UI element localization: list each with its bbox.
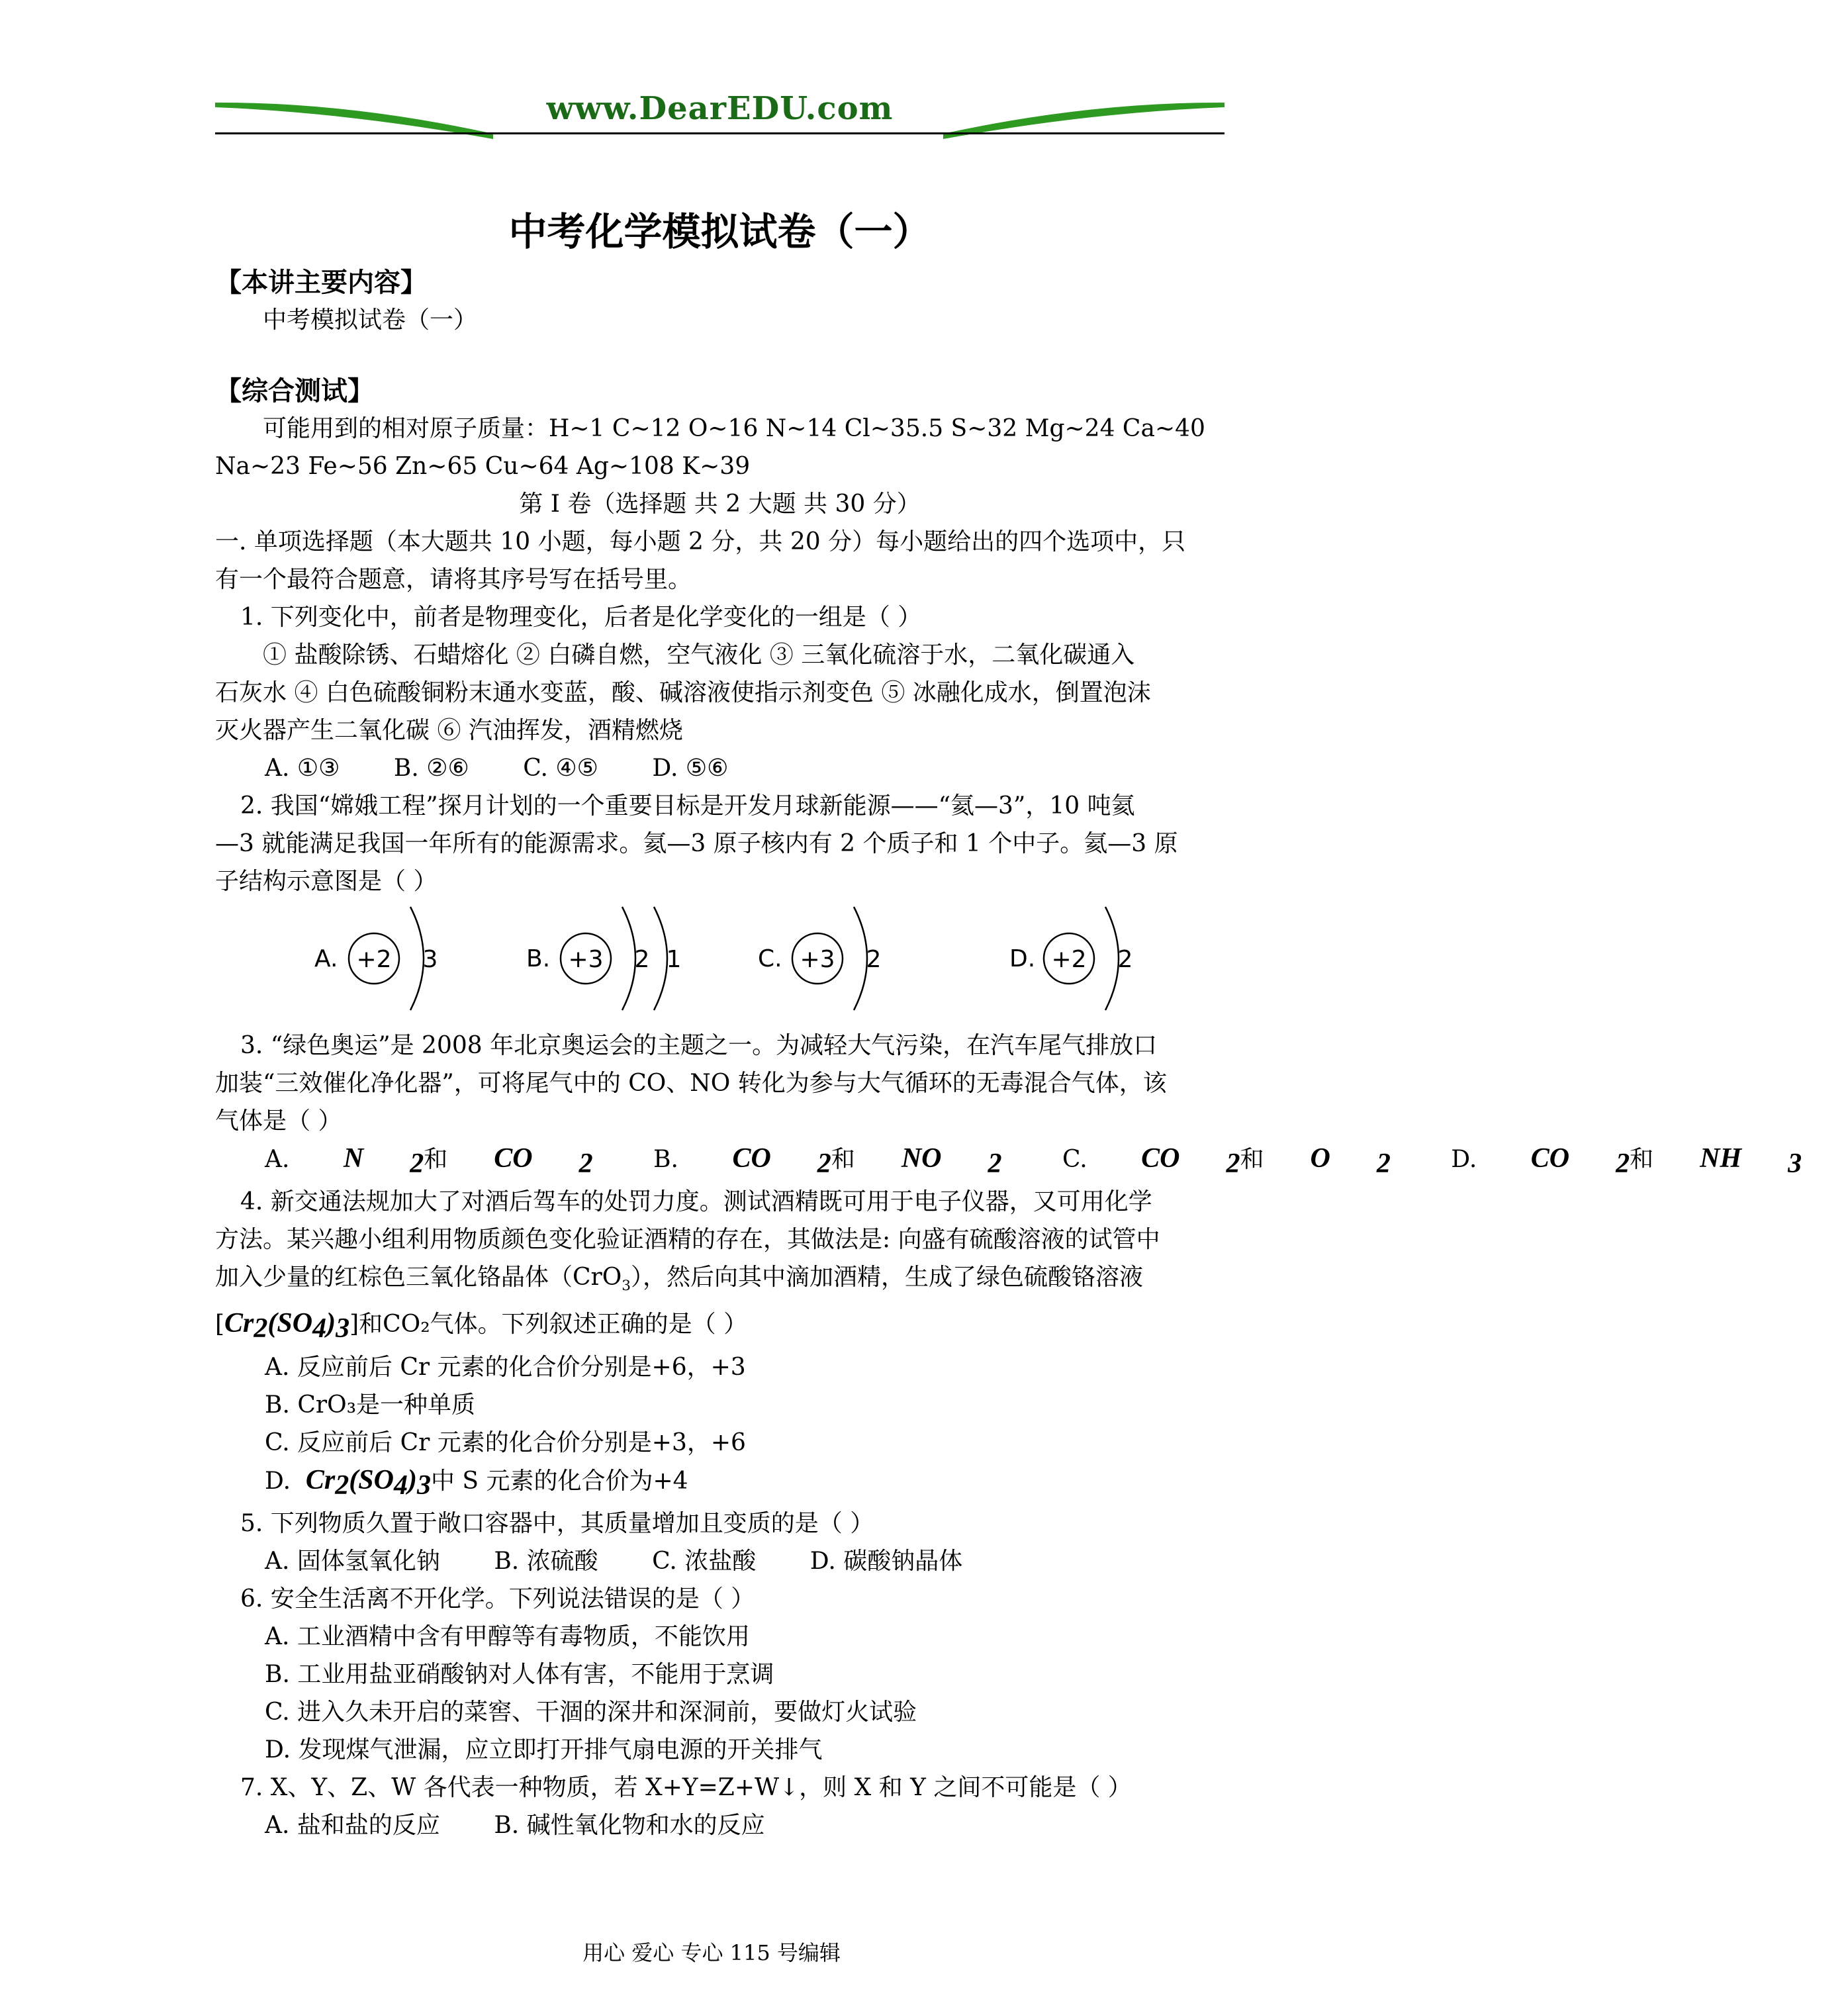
q2-atom-diagrams <box>215 906 1224 1021</box>
atomic-masses-line1: 可能用到的相对原子质量：H~1 C~12 O~16 N~14 Cl~35.5 S~32 Mg~24 Ca~40 <box>263 415 1205 442</box>
q7-option-a: A. 盐和盐的反应 <box>265 1811 440 1839</box>
electron-shell-arc <box>410 907 424 1010</box>
document-body <box>215 205 1802 1844</box>
q1-items-line3: 灭火器产生二氧化碳 ⑥ 汽油挥发，酒精燃烧 <box>215 717 683 744</box>
q4-option-b: B. CrO₃是一种单质 <box>265 1391 476 1419</box>
q3-option-a: A. N $_2$和 CO $_2$ <box>265 1143 593 1180</box>
q3-line2: 加装“三效催化净化器”，可将尾气中的 CO、NO 转化为参与大气循环的无毒混合气体，该 <box>215 1070 1167 1097</box>
site-url: www.DearEDU.com <box>546 90 894 127</box>
q1-option-c: C. ④⑤ <box>523 755 598 782</box>
nucleus-charge: +3 <box>800 946 835 973</box>
q1-option-b: B. ②⑥ <box>393 755 469 782</box>
atom-diagram-c <box>758 907 881 1010</box>
nucleus-charge: +2 <box>356 946 392 973</box>
nucleus-charge: +2 <box>1051 946 1087 973</box>
q5-option-c: C. 浓盐酸 <box>652 1547 757 1575</box>
diagram-letter: D. <box>1009 945 1036 972</box>
shell-electron-count: 2 <box>1117 946 1133 973</box>
intro-content: 中考模拟试卷（一） <box>263 306 478 334</box>
q3-option-b: B. CO $_2$和 NO $_2$ <box>653 1143 1002 1180</box>
shell-electron-count: 1 <box>666 946 682 973</box>
q4-line3: 加入少量的红棕色三氧化铬晶体（CrO$_3$），然后向其中滴加酒精，生成了绿色硫酸铬溶液 <box>215 1264 1144 1295</box>
q1-option-d: D. ⑤⑥ <box>652 755 729 782</box>
q1-options <box>215 749 1224 787</box>
q3-line3: 气体是（ ） <box>215 1107 342 1135</box>
page-footer: 用心 爱心 专心 115 号编辑 <box>582 1940 841 1965</box>
q5-option-b: B. 浓硫酸 <box>494 1547 598 1575</box>
q2-line3: 子结构示意图是（ ） <box>215 868 438 895</box>
shell-electron-count: 2 <box>634 946 650 973</box>
q5-stem: 5. 下列物质久置于敞口容器中，其质量增加且变质的是（ ） <box>240 1509 874 1537</box>
q4-line2: 方法。某兴趣小组利用物质颜色变化验证酒精的存在，其做法是: 向盛有硫酸溶液的试管中 <box>215 1226 1160 1254</box>
q7-stem: 7. X、Y、Z、W 各代表一种物质，若 X+Y=Z+W↓，则 X 和 Y 之间不可能是（ ） <box>240 1773 1132 1801</box>
q6-option-a: A. 工业酒精中含有甲醇等有毒物质，不能饮用 <box>265 1622 750 1650</box>
q1-option-a: A. ①③ <box>265 755 340 782</box>
electron-shell-arc <box>854 907 867 1010</box>
page-header <box>215 90 1224 146</box>
q4-option-c: C. 反应前后 Cr 元素的化合价分别是+3，+6 <box>265 1428 746 1456</box>
atom-diagram-d <box>1009 907 1132 1010</box>
header-rule <box>215 132 1224 134</box>
electron-shell-arc <box>1105 907 1119 1010</box>
test-heading: 【综合测试】 <box>215 375 374 406</box>
diagram-letter: B. <box>526 945 551 972</box>
shell-electron-count: 3 <box>422 946 438 973</box>
q1-items-line2: 石灰水 ④ 白色硫酸铜粉末通水变蓝，酸、碱溶液使指示剂变色 ⑤ 冰融化成水，倒置泡沫 <box>215 679 1151 706</box>
section1-instruction-line1: 一. 单项选择题（本大题共 10 小题，每小题 2 分，共 20 分）每小题给出的四个选项中，只 <box>215 528 1186 555</box>
intro-heading: 【本讲主要内容】 <box>215 267 427 298</box>
atom-diagrams-svg <box>215 906 1224 1021</box>
q6-option-d: D. 发现煤气泄漏，应立即打开排气扇电源的开关排气 <box>265 1736 823 1763</box>
atom-diagram-a <box>314 907 438 1010</box>
q7-option-b: B. 碱性氧化物和水的反应 <box>494 1811 765 1839</box>
diagram-letter: C. <box>758 945 782 972</box>
q4-line1: 4. 新交通法规加大了对酒后驾车的处罚力度。测试酒精既可用于电子仪器，又可用化学 <box>240 1188 1152 1216</box>
q2-line1: 2. 我国“嫦娥工程”探月计划的一个重要目标是开发月球新能源——“氦—3”，10 吨氦 <box>240 792 1135 819</box>
electron-shell-arc <box>654 907 667 1010</box>
electron-shell-arc <box>622 907 635 1010</box>
q5-option-d: D. 碳酸钠晶体 <box>809 1547 963 1575</box>
part-title: 第 I 卷（选择题 共 2 大题 共 30 分） <box>519 491 921 518</box>
q6-stem: 6. 安全生活离不开化学。下列说法错误的是（ ） <box>240 1585 755 1613</box>
nucleus-charge: +3 <box>568 946 604 973</box>
shell-electron-count: 2 <box>866 946 882 973</box>
q4-option-a: A. 反应前后 Cr 元素的化合价分别是+6，+3 <box>265 1353 746 1381</box>
q1-items-line1: ① 盐酸除锈、石蜡熔化 ② 白磷自燃，空气液化 ③ 三氧化硫溶于水，二氧化碳通入 <box>263 641 1135 669</box>
q3-option-c: C. CO $_2$和 O $_2$ <box>1062 1143 1391 1180</box>
q2-line2: —3 就能满足我国一年所有的能源需求。氦—3 原子核内有 2 个质子和 1 个中子。氦—3 原 <box>215 830 1178 857</box>
q3-option-d: D. CO $_2$和 NH $_3$ <box>1451 1143 1802 1180</box>
atomic-masses-line2: Na~23 Fe~56 Zn~65 Cu~64 Ag~108 K~39 <box>215 453 751 480</box>
section1-instruction-line2: 有一个最符合题意，请将其序号写在括号里。 <box>215 566 692 593</box>
q7-options <box>215 1806 1224 1844</box>
q6-option-b: B. 工业用盐亚硝酸钠对人体有害，不能用于烹调 <box>265 1660 774 1688</box>
q6-option-c: C. 进入久未开启的菜窖、干涸的深井和深洞前，要做灯火试验 <box>265 1698 917 1726</box>
q3-line1: 3. “绿色奥运”是 2008 年北京奥运会的主题之一。为减轻大气污染，在汽车尾气排放口 <box>240 1032 1158 1059</box>
diagram-letter: A. <box>314 945 338 972</box>
q5-options <box>215 1542 1224 1580</box>
q4-line4: $[Cr_2(SO_4)_3]$和CO₂气体。下列叙述正确的是（ ） <box>215 1308 748 1344</box>
q3-options <box>215 1140 1802 1183</box>
q5-option-a: A. 固体氢氧化钠 <box>265 1547 440 1575</box>
page-title: 中考化学模拟试卷（一） <box>508 209 931 254</box>
q4-option-d: D. $Cr_2(SO_4)_3$中 S 元素的化合价为+4 <box>265 1464 688 1501</box>
q1-stem: 1. 下列变化中，前者是物理变化，后者是化学变化的一组是（ ） <box>240 604 922 631</box>
atom-diagram-b <box>526 907 681 1010</box>
